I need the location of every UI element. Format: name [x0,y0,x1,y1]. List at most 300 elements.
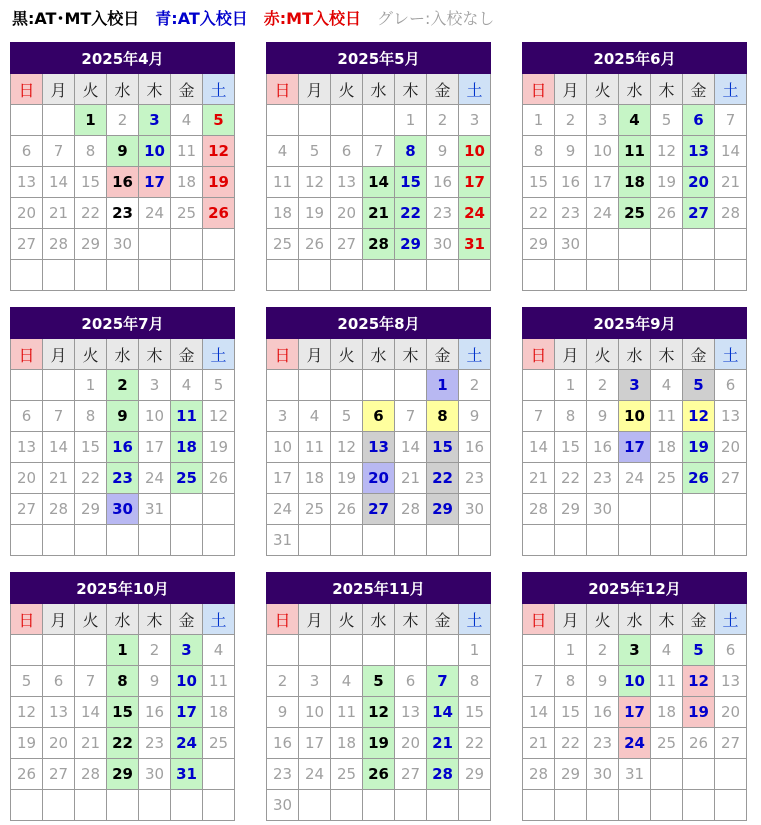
empty-cell [651,494,683,525]
day-cell: 25 [651,728,683,759]
day-cell: 17 [299,728,331,759]
day-cell: 25 [619,198,651,229]
empty-cell [555,260,587,291]
empty-cell [363,105,395,136]
empty-cell [139,229,171,260]
empty-cell [395,370,427,401]
day-cell: 15 [75,432,107,463]
weekday-header: 水 [363,604,395,635]
empty-cell [651,790,683,821]
month-title: 2025年5月 [267,43,491,74]
day-cell: 19 [331,463,363,494]
day-cell: 27 [11,229,43,260]
weekday-header: 火 [331,604,363,635]
day-cell: 6 [715,635,747,666]
empty-cell [139,790,171,821]
day-cell: 18 [619,167,651,198]
day-cell: 6 [11,401,43,432]
day-cell: 15 [107,697,139,728]
day-cell: 1 [459,635,491,666]
weekday-header: 金 [171,339,203,370]
day-cell: 23 [587,728,619,759]
day-cell: 8 [555,401,587,432]
day-cell: 8 [395,136,427,167]
empty-cell [651,229,683,260]
empty-cell [299,525,331,556]
weekday-header: 水 [619,604,651,635]
empty-cell [299,260,331,291]
empty-cell [203,260,235,291]
empty-cell [683,759,715,790]
empty-cell [203,759,235,790]
day-cell: 31 [459,229,491,260]
day-cell: 15 [427,432,459,463]
weekday-header: 土 [459,74,491,105]
day-cell: 22 [555,728,587,759]
day-cell: 8 [107,666,139,697]
day-cell: 28 [43,229,75,260]
day-cell: 25 [171,463,203,494]
day-cell: 14 [395,432,427,463]
empty-cell [331,370,363,401]
empty-cell [267,105,299,136]
day-cell: 12 [11,697,43,728]
day-cell: 20 [715,432,747,463]
day-cell: 2 [107,105,139,136]
day-cell: 12 [683,401,715,432]
day-cell: 1 [75,105,107,136]
month-title: 2025年12月 [523,573,747,604]
day-cell: 30 [107,494,139,525]
day-cell: 20 [395,728,427,759]
day-cell: 3 [267,401,299,432]
empty-cell [11,635,43,666]
weekday-header: 水 [107,604,139,635]
day-cell: 21 [715,167,747,198]
day-cell: 11 [331,697,363,728]
empty-cell [331,260,363,291]
day-cell: 14 [523,697,555,728]
month-calendar [10,42,235,291]
day-cell: 29 [523,229,555,260]
day-cell: 2 [107,370,139,401]
day-cell: 1 [395,105,427,136]
day-cell: 18 [171,432,203,463]
weekday-header: 水 [619,339,651,370]
weekday-header: 月 [555,604,587,635]
empty-cell [43,790,75,821]
day-cell: 22 [555,463,587,494]
day-cell: 9 [587,401,619,432]
weekday-header: 月 [555,339,587,370]
empty-cell [619,525,651,556]
day-cell: 28 [523,759,555,790]
empty-cell [43,105,75,136]
day-cell: 6 [43,666,75,697]
weekday-header: 木 [395,339,427,370]
legend-item-gray: グレー:入校なし [377,9,495,28]
weekday-header: 月 [43,339,75,370]
day-cell: 19 [683,697,715,728]
empty-cell [683,494,715,525]
day-cell: 26 [683,463,715,494]
weekday-header: 金 [683,74,715,105]
day-cell: 8 [459,666,491,697]
day-cell: 4 [619,105,651,136]
day-cell: 22 [395,198,427,229]
day-cell: 1 [427,370,459,401]
empty-cell [683,525,715,556]
empty-cell [363,370,395,401]
weekday-header: 火 [75,339,107,370]
empty-cell [331,105,363,136]
day-cell: 5 [203,370,235,401]
day-cell: 13 [683,136,715,167]
day-cell: 14 [715,136,747,167]
day-cell: 19 [299,198,331,229]
weekday-header: 金 [427,74,459,105]
day-cell: 18 [171,167,203,198]
day-cell: 19 [11,728,43,759]
day-cell: 21 [363,198,395,229]
month-title: 2025年4月 [11,43,235,74]
empty-cell [171,790,203,821]
weekday-header: 日 [11,604,43,635]
day-cell: 30 [139,759,171,790]
day-cell: 18 [299,463,331,494]
day-cell: 22 [107,728,139,759]
weekday-header: 日 [11,74,43,105]
day-cell: 5 [299,136,331,167]
empty-cell [427,525,459,556]
day-cell: 25 [267,229,299,260]
day-cell: 17 [267,463,299,494]
weekday-header: 土 [459,604,491,635]
day-cell: 13 [331,167,363,198]
day-cell: 24 [139,463,171,494]
empty-cell [299,790,331,821]
month-calendar [266,572,491,821]
day-cell: 31 [171,759,203,790]
weekday-header: 土 [715,339,747,370]
day-cell: 14 [363,167,395,198]
empty-cell [363,635,395,666]
month-title: 2025年9月 [523,308,747,339]
weekday-header: 火 [75,74,107,105]
month-calendar [522,42,747,291]
day-cell: 27 [331,229,363,260]
day-cell: 10 [139,136,171,167]
empty-cell [203,494,235,525]
day-cell: 6 [395,666,427,697]
weekday-header: 木 [395,604,427,635]
day-cell: 8 [427,401,459,432]
day-cell: 1 [107,635,139,666]
day-cell: 17 [459,167,491,198]
day-cell: 9 [555,136,587,167]
empty-cell [43,370,75,401]
day-cell: 24 [587,198,619,229]
day-cell: 16 [139,697,171,728]
weekday-header: 日 [267,604,299,635]
day-cell: 24 [171,728,203,759]
empty-cell [331,635,363,666]
day-cell: 7 [363,136,395,167]
empty-cell [459,790,491,821]
empty-cell [139,260,171,291]
day-cell: 2 [587,635,619,666]
day-cell: 4 [331,666,363,697]
day-cell: 15 [75,167,107,198]
empty-cell [619,790,651,821]
empty-cell [203,525,235,556]
day-cell: 27 [683,198,715,229]
day-cell: 23 [107,198,139,229]
empty-cell [43,635,75,666]
empty-cell [171,494,203,525]
month-title: 2025年8月 [267,308,491,339]
weekday-header: 月 [299,74,331,105]
day-cell: 31 [267,525,299,556]
day-cell: 5 [683,635,715,666]
day-cell: 9 [107,401,139,432]
month-calendar [522,572,747,821]
legend-item-black: 黒:AT･MT入校日 [12,9,140,28]
weekday-header: 月 [299,604,331,635]
empty-cell [715,759,747,790]
day-cell: 18 [651,432,683,463]
day-cell: 29 [555,759,587,790]
empty-cell [683,229,715,260]
weekday-header: 月 [43,74,75,105]
day-cell: 25 [299,494,331,525]
weekday-header: 水 [107,339,139,370]
day-cell: 4 [171,370,203,401]
day-cell: 21 [523,728,555,759]
day-cell: 17 [171,697,203,728]
day-cell: 14 [523,432,555,463]
empty-cell [619,229,651,260]
day-cell: 9 [427,136,459,167]
day-cell: 5 [651,105,683,136]
empty-cell [107,790,139,821]
month-title: 2025年7月 [11,308,235,339]
day-cell: 3 [171,635,203,666]
empty-cell [11,370,43,401]
day-cell: 28 [43,494,75,525]
day-cell: 27 [363,494,395,525]
weekday-header: 土 [203,74,235,105]
empty-cell [11,525,43,556]
day-cell: 15 [395,167,427,198]
weekday-header: 金 [683,604,715,635]
empty-cell [299,635,331,666]
day-cell: 2 [459,370,491,401]
empty-cell [523,635,555,666]
day-cell: 12 [683,666,715,697]
empty-cell [427,790,459,821]
empty-cell [363,790,395,821]
day-cell: 23 [555,198,587,229]
day-cell: 13 [715,401,747,432]
day-cell: 4 [651,635,683,666]
day-cell: 28 [395,494,427,525]
day-cell: 7 [43,401,75,432]
day-cell: 8 [555,666,587,697]
day-cell: 15 [523,167,555,198]
day-cell: 23 [267,759,299,790]
empty-cell [715,494,747,525]
empty-cell [267,370,299,401]
month-calendar [522,307,747,556]
day-cell: 16 [459,432,491,463]
day-cell: 15 [555,432,587,463]
weekday-header: 木 [395,74,427,105]
day-cell: 24 [619,463,651,494]
empty-cell [587,790,619,821]
day-cell: 17 [619,697,651,728]
day-cell: 5 [683,370,715,401]
day-cell: 11 [651,666,683,697]
day-cell: 30 [587,759,619,790]
day-cell: 2 [427,105,459,136]
day-cell: 3 [619,635,651,666]
day-cell: 19 [203,167,235,198]
weekday-header: 月 [555,74,587,105]
empty-cell [395,260,427,291]
empty-cell [363,525,395,556]
day-cell: 14 [43,432,75,463]
empty-cell [171,229,203,260]
empty-cell [395,525,427,556]
day-cell: 20 [11,463,43,494]
day-cell: 21 [523,463,555,494]
day-cell: 21 [75,728,107,759]
day-cell: 21 [395,463,427,494]
day-cell: 7 [75,666,107,697]
weekday-header: 月 [299,339,331,370]
empty-cell [331,790,363,821]
empty-cell [395,790,427,821]
empty-cell [587,525,619,556]
day-cell: 16 [267,728,299,759]
empty-cell [267,635,299,666]
day-cell: 20 [683,167,715,198]
weekday-header: 火 [587,604,619,635]
day-cell: 2 [267,666,299,697]
day-cell: 9 [107,136,139,167]
day-cell: 16 [107,167,139,198]
day-cell: 26 [203,463,235,494]
weekday-header: 金 [427,604,459,635]
empty-cell [171,525,203,556]
legend [12,6,510,32]
day-cell: 23 [139,728,171,759]
day-cell: 20 [331,198,363,229]
weekday-header: 火 [331,339,363,370]
day-cell: 30 [459,494,491,525]
day-cell: 23 [107,463,139,494]
day-cell: 6 [331,136,363,167]
empty-cell [715,260,747,291]
day-cell: 10 [171,666,203,697]
day-cell: 4 [171,105,203,136]
day-cell: 25 [331,759,363,790]
day-cell: 23 [459,463,491,494]
day-cell: 22 [75,463,107,494]
day-cell: 23 [427,198,459,229]
day-cell: 10 [587,136,619,167]
month-calendar [266,307,491,556]
weekday-header: 日 [523,74,555,105]
weekday-header: 金 [427,339,459,370]
weekday-header: 金 [171,74,203,105]
empty-cell [139,525,171,556]
day-cell: 17 [587,167,619,198]
day-cell: 4 [299,401,331,432]
empty-cell [523,525,555,556]
day-cell: 14 [43,167,75,198]
day-cell: 6 [715,370,747,401]
month-title: 2025年11月 [267,573,491,604]
day-cell: 27 [395,759,427,790]
day-cell: 27 [11,494,43,525]
day-cell: 16 [587,432,619,463]
day-cell: 11 [171,401,203,432]
day-cell: 7 [715,105,747,136]
empty-cell [715,525,747,556]
day-cell: 19 [651,167,683,198]
day-cell: 26 [203,198,235,229]
day-cell: 10 [267,432,299,463]
day-cell: 30 [587,494,619,525]
day-cell: 7 [523,666,555,697]
day-cell: 8 [75,401,107,432]
day-cell: 17 [619,432,651,463]
empty-cell [715,790,747,821]
day-cell: 14 [427,697,459,728]
empty-cell [427,260,459,291]
day-cell: 10 [619,401,651,432]
day-cell: 30 [267,790,299,821]
day-cell: 3 [587,105,619,136]
day-cell: 29 [427,494,459,525]
day-cell: 6 [11,136,43,167]
month-calendar [10,572,235,821]
empty-cell [75,635,107,666]
day-cell: 29 [555,494,587,525]
day-cell: 9 [459,401,491,432]
day-cell: 27 [43,759,75,790]
day-cell: 20 [363,463,395,494]
day-cell: 16 [587,697,619,728]
empty-cell [299,370,331,401]
empty-cell [651,759,683,790]
legend-item-blue: 青:AT入校日 [155,9,248,28]
weekday-header: 木 [139,604,171,635]
empty-cell [75,790,107,821]
empty-cell [651,525,683,556]
weekday-header: 日 [523,604,555,635]
empty-cell [171,260,203,291]
legend-item-red: 赤:MT入校日 [263,9,362,28]
day-cell: 3 [619,370,651,401]
day-cell: 20 [715,697,747,728]
weekday-header: 月 [43,604,75,635]
day-cell: 30 [427,229,459,260]
day-cell: 1 [523,105,555,136]
day-cell: 25 [203,728,235,759]
